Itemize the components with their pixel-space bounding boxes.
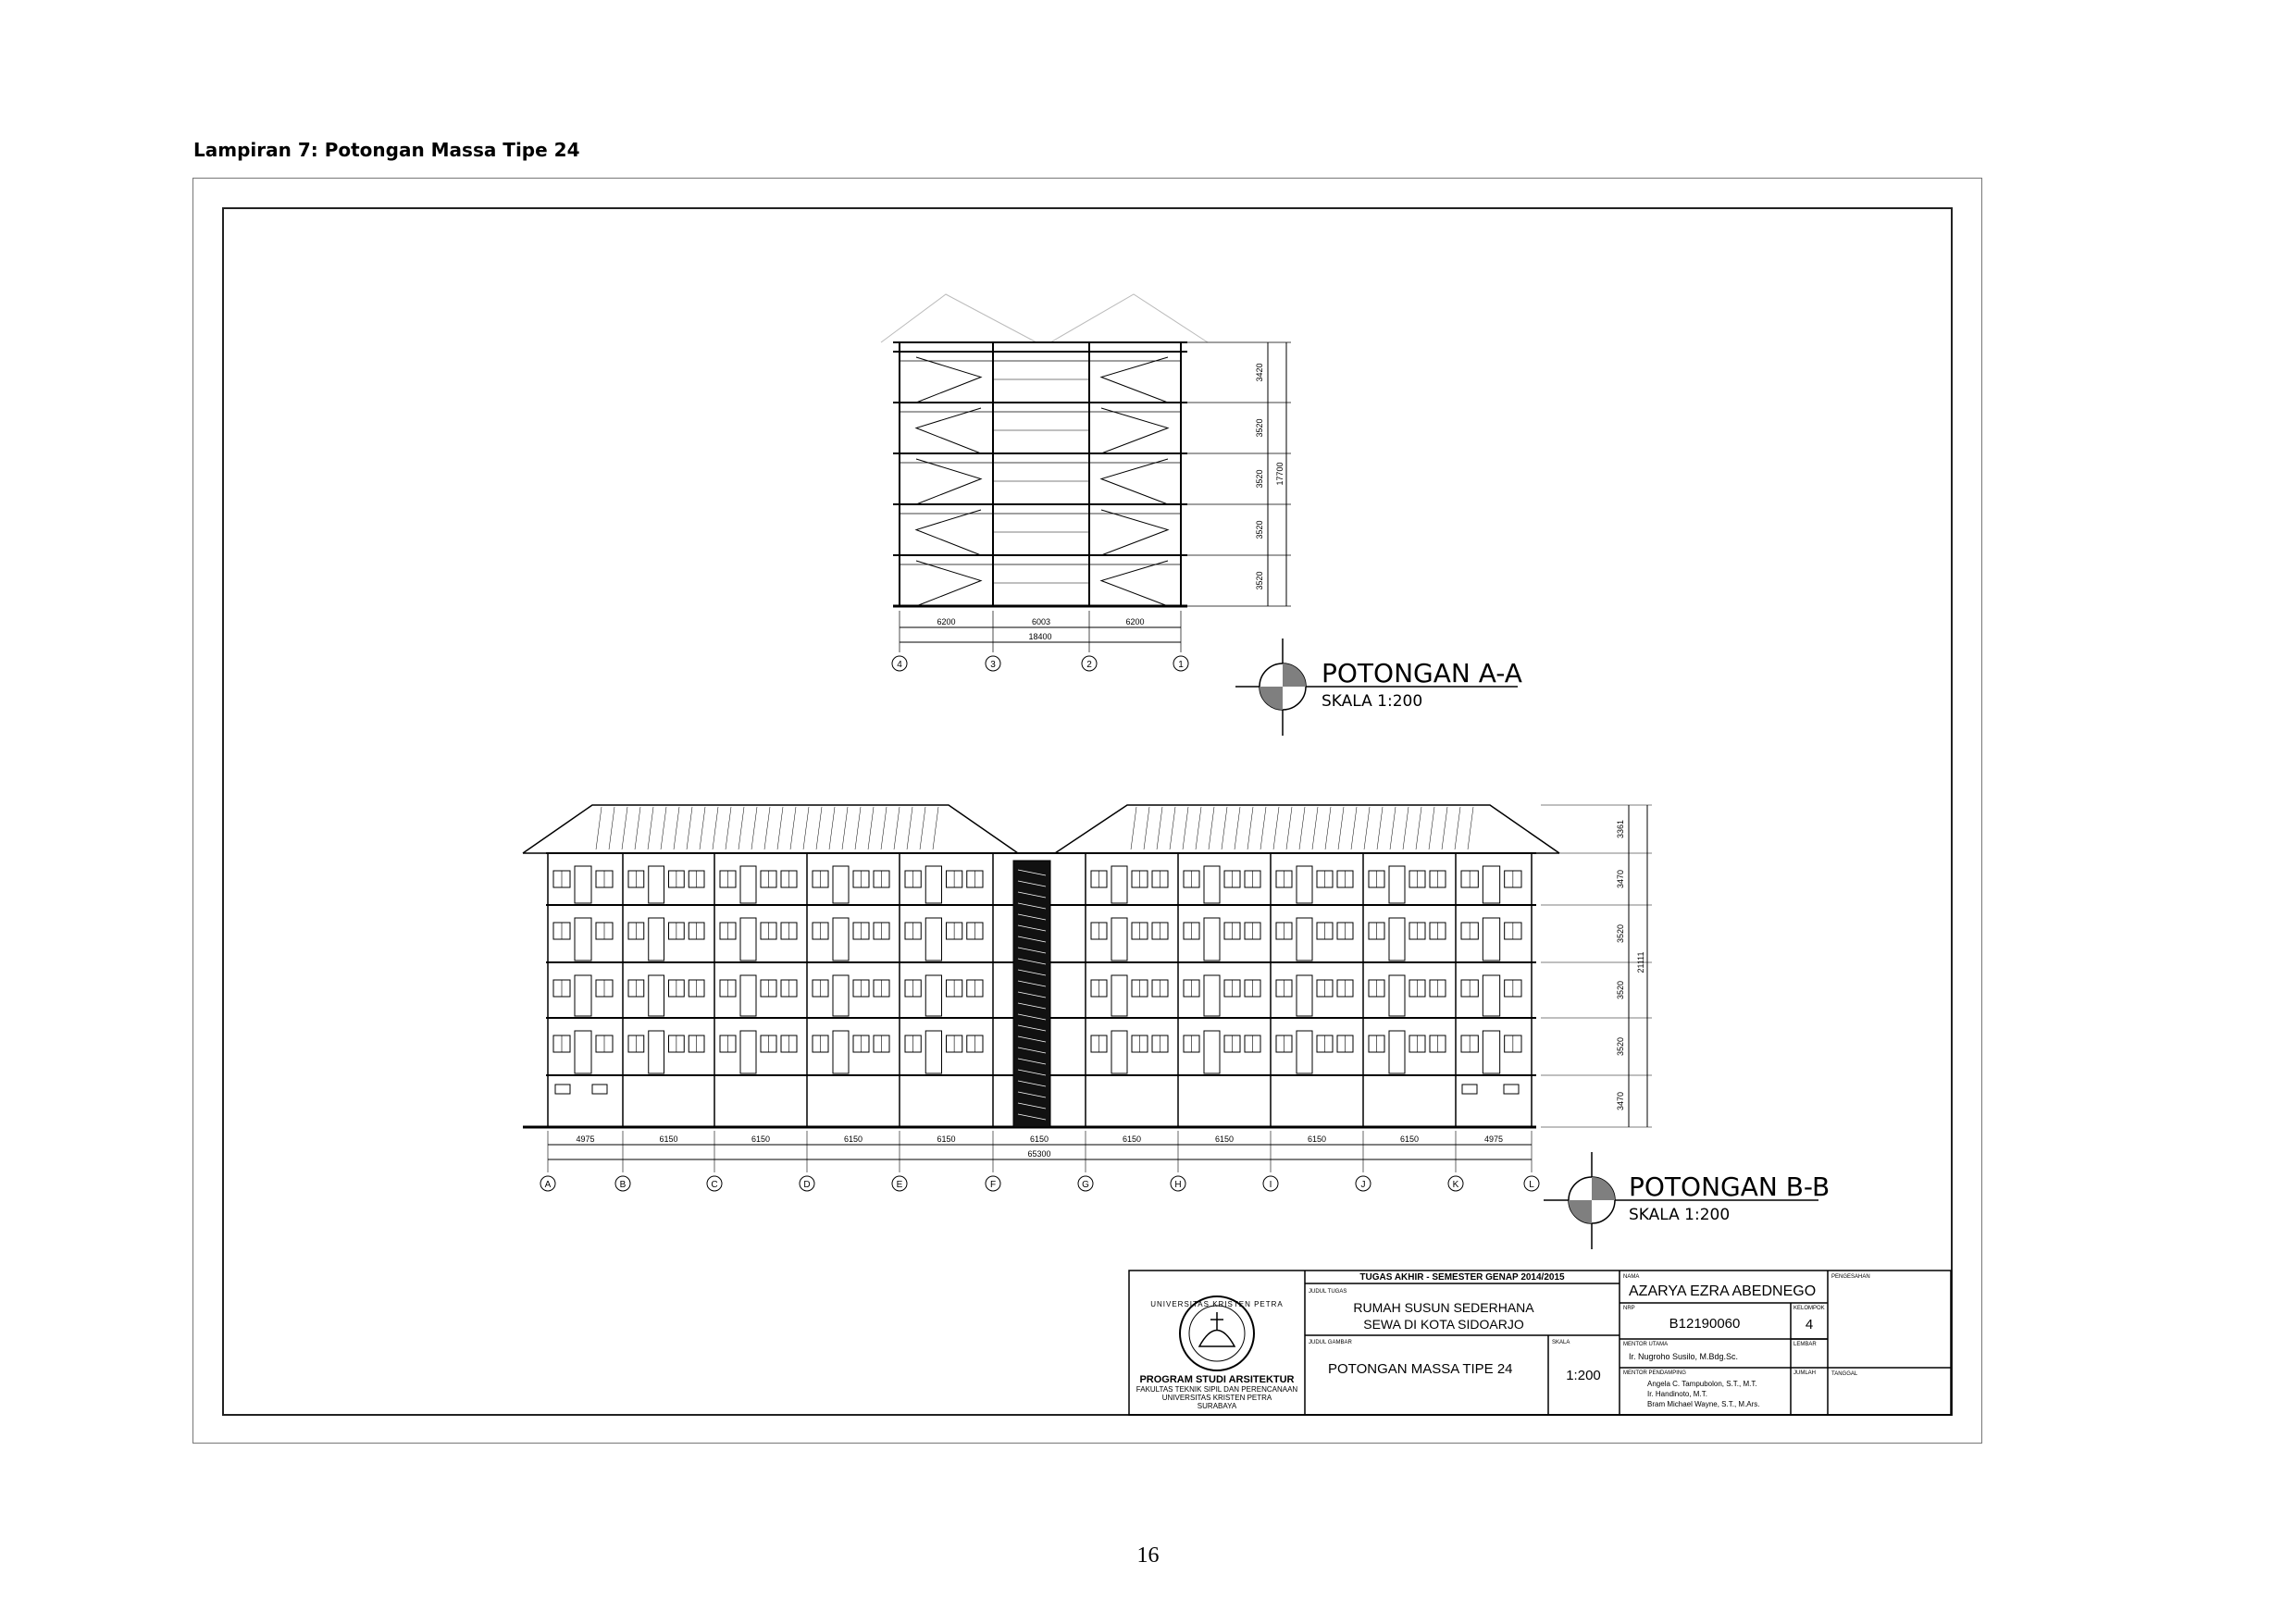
roof-rafter	[1351, 807, 1357, 849]
bay-dimension: 4975	[1483, 1134, 1504, 1144]
nrp-label: NRP	[1623, 1306, 1635, 1311]
section-a-a	[881, 294, 1291, 671]
grid-axis-label: 1	[1178, 660, 1184, 670]
bay-dimension: 6150	[751, 1134, 771, 1144]
door	[649, 918, 664, 961]
roof-rafter	[829, 807, 835, 849]
title-block-header: TUGAS AKHIR - SEMESTER GENAP 2014/2015	[1359, 1272, 1565, 1283]
door	[833, 1031, 849, 1073]
door	[575, 1031, 591, 1073]
stair-core	[1013, 861, 1050, 1127]
door	[1111, 866, 1127, 903]
roof-rafter	[1299, 807, 1305, 849]
door	[1297, 1031, 1312, 1073]
roof-rafter	[1429, 807, 1434, 849]
skala-label: SKALA	[1552, 1340, 1570, 1345]
roof-rafter	[1209, 807, 1214, 849]
right-stair-flight	[1101, 561, 1168, 606]
lembar-label: LEMBAR	[1793, 1342, 1817, 1347]
page-heading: Lampiran 7: Potongan Massa Tipe 24	[193, 139, 580, 161]
level-dimension: 3520	[1616, 980, 1625, 1000]
door	[1297, 918, 1312, 961]
grid-axis-label: G	[1082, 1180, 1089, 1190]
roof-rafter	[1157, 807, 1162, 849]
total-height-dimension: 17700	[1275, 462, 1285, 486]
bay-dimension: 6150	[1307, 1134, 1327, 1144]
left-stair-flight	[916, 357, 981, 403]
bay-dimension: 6150	[843, 1134, 863, 1144]
section-b-b-title: POTONGAN B-B	[1629, 1172, 1831, 1202]
level-dimension: 3361	[1616, 819, 1625, 839]
roof-rafter	[751, 807, 757, 849]
level-dimension: 3420	[1255, 363, 1264, 382]
total-height-dimension: 21111	[1636, 951, 1645, 973]
door	[1111, 1031, 1127, 1073]
roof-group	[523, 805, 1559, 853]
bay-dimension: 4975	[576, 1134, 595, 1144]
judul-gambar-label: JUDUL GAMBAR	[1309, 1340, 1352, 1345]
bay-dimension: 6200	[1125, 617, 1145, 626]
door	[1204, 866, 1220, 903]
roof-rafter	[1403, 807, 1409, 849]
judul-tugas-line: SEWA DI KOTA SIDOARJO	[1363, 1317, 1524, 1332]
page-number: 16	[1136, 1543, 1160, 1568]
roof-rafter	[648, 807, 653, 849]
roof-rafter	[622, 807, 627, 849]
kelompok-value: 4	[1805, 1317, 1814, 1333]
right-stair-flight	[1101, 459, 1168, 504]
door	[1483, 975, 1499, 1016]
door	[925, 918, 941, 961]
door	[1483, 918, 1499, 961]
roof-rafter	[777, 807, 783, 849]
roof-rafter	[596, 807, 602, 849]
door	[833, 975, 849, 1016]
bay-dimension: 6150	[1399, 1134, 1420, 1144]
kelompok-label: KELOMPOK	[1793, 1306, 1825, 1311]
door	[740, 866, 756, 903]
section-b-b	[523, 805, 1652, 1191]
grid-axis-label: C	[711, 1180, 718, 1190]
nrp-value: B12190060	[1669, 1316, 1741, 1332]
judul-tugas-label: JUDUL TUGAS	[1309, 1289, 1347, 1295]
mentor-pendamping-value: Angela C. Tampubolon, S.T., M.T.	[1647, 1380, 1757, 1388]
grid-axis-label: 2	[1086, 660, 1092, 670]
door	[1389, 866, 1405, 903]
door	[740, 918, 756, 961]
right-stair-flight	[1101, 357, 1168, 403]
left-stair-flight	[916, 510, 981, 555]
section-a-a-title: POTONGAN A-A	[1322, 658, 1522, 688]
window	[1462, 1085, 1477, 1094]
roof-rafter	[1325, 807, 1331, 849]
roof-rafter	[855, 807, 861, 849]
roof-rafter	[1222, 807, 1227, 849]
door	[1111, 975, 1127, 1016]
roof-left	[523, 805, 1018, 853]
total-dimension: 65300	[1027, 1149, 1051, 1159]
roof-rafter	[726, 807, 731, 849]
roof-rafter	[1442, 807, 1447, 849]
roof-rafter	[1455, 807, 1460, 849]
mentor-pendamping-label: MENTOR PENDAMPING	[1623, 1370, 1686, 1376]
judul-gambar: POTONGAN MASSA TIPE 24	[1328, 1361, 1513, 1377]
grid-axis-label: J	[1360, 1180, 1366, 1190]
roof-rafter	[1312, 807, 1318, 849]
door	[575, 866, 591, 903]
mentor-pendamping-value: Ir. Handinoto, M.T.	[1647, 1390, 1707, 1398]
left-stair-flight	[916, 561, 981, 606]
mentor-pendamping-value: Bram Michael Wayne, S.T., M.Ars.	[1647, 1400, 1760, 1408]
pengesahan-label: PENGESAHAN	[1831, 1274, 1870, 1280]
left-stair-flight	[916, 459, 981, 504]
roof-rafter	[687, 807, 692, 849]
door	[1297, 975, 1312, 1016]
roof-rafter	[1196, 807, 1201, 849]
door	[649, 866, 664, 903]
door	[1389, 918, 1405, 961]
level-dimension: 3470	[1616, 869, 1625, 889]
mentor-utama-value: Ir. Nugroho Susilo, M.Bdg.Sc.	[1629, 1352, 1739, 1361]
roof-rafter	[700, 807, 705, 849]
roof-rafter	[816, 807, 822, 849]
mentor-utama-label: MENTOR UTAMA	[1623, 1342, 1669, 1347]
section-b-b-scale: SKALA 1:200	[1629, 1206, 1731, 1224]
door	[925, 1031, 941, 1073]
bay-dimension: 6150	[1122, 1134, 1142, 1144]
roof-rafter	[868, 807, 874, 849]
roof-rafter	[738, 807, 744, 849]
door	[575, 975, 591, 1016]
bay-dimension: 6150	[1214, 1134, 1235, 1144]
grid-axis-label: A	[544, 1180, 552, 1190]
roof-rafter	[933, 807, 938, 849]
door	[649, 1031, 664, 1073]
roof-rafter	[1338, 807, 1344, 849]
grid-axis-label: I	[1269, 1180, 1272, 1190]
level-dimension: 3470	[1616, 1091, 1625, 1111]
roof-rafter	[1183, 807, 1188, 849]
left-stair-flight	[916, 408, 981, 453]
grid-axis-label: D	[803, 1180, 811, 1190]
grid-axis-label: E	[896, 1180, 903, 1190]
bay-dimension: 6150	[659, 1134, 678, 1144]
level-dimension: 3520	[1255, 520, 1264, 539]
door	[925, 975, 941, 1016]
level-dimension: 3520	[1255, 571, 1264, 590]
roof-rafter	[907, 807, 912, 849]
grid-axis-label: F	[989, 1180, 997, 1190]
section-b-b-label	[1544, 1152, 1830, 1249]
door	[1111, 918, 1127, 961]
roof-rafter	[661, 807, 666, 849]
door	[1483, 866, 1499, 903]
door	[1297, 866, 1312, 903]
school-line: PROGRAM STUDI ARSITEKTUR	[1139, 1374, 1295, 1385]
roof-rafter	[1468, 807, 1473, 849]
roof-rafter	[764, 807, 770, 849]
bay-dimension: 6150	[1029, 1134, 1049, 1144]
roof-rafter	[881, 807, 887, 849]
grid-axis-label: 4	[897, 660, 902, 670]
window	[592, 1085, 607, 1094]
roof-rafter	[1144, 807, 1149, 849]
roof-rafter	[674, 807, 679, 849]
section-a-a-scale: SKALA 1:200	[1322, 692, 1423, 711]
nama-label: NAMA	[1623, 1274, 1640, 1280]
right-stair-flight	[1101, 408, 1168, 453]
roof-rafter	[1416, 807, 1421, 849]
roof-rafter	[1131, 807, 1136, 849]
roof-rafter	[713, 807, 718, 849]
bay-dimension: 6150	[937, 1134, 956, 1144]
level-dimension: 3520	[1255, 469, 1264, 489]
level-dimension: 3520	[1616, 924, 1625, 944]
nama-value: AZARYA EZRA ABEDNEGO	[1629, 1283, 1817, 1299]
roof-outline	[881, 294, 1208, 342]
bay-dimension: 6003	[1031, 617, 1051, 626]
door	[1204, 975, 1220, 1016]
roof-rafter	[920, 807, 925, 849]
title-block-text	[1136, 1272, 1870, 1410]
jumlah-label: JUMLAH	[1793, 1370, 1817, 1376]
roof-rafter	[1235, 807, 1240, 849]
door	[1204, 918, 1220, 961]
window	[555, 1085, 570, 1094]
window	[1504, 1085, 1519, 1094]
stair-group	[916, 357, 1168, 606]
door	[1204, 1031, 1220, 1073]
roof-rafter	[1170, 807, 1175, 849]
door	[833, 866, 849, 903]
roof-rafter	[1390, 807, 1396, 849]
roof-rafter	[803, 807, 809, 849]
door	[575, 918, 591, 961]
grid-axis-label: H	[1174, 1180, 1182, 1190]
door	[1389, 1031, 1405, 1073]
logo-text: UNIVERSITAS KRISTEN PETRA	[1150, 1300, 1284, 1308]
roof-rafter	[842, 807, 848, 849]
roof-right	[1055, 805, 1559, 853]
school-line: UNIVERSITAS KRISTEN PETRA	[1161, 1394, 1272, 1402]
school-line: FAKULTAS TEKNIK SIPIL DAN PERENCANAAN	[1136, 1385, 1298, 1394]
door	[740, 975, 756, 1016]
skala-value: 1:200	[1566, 1368, 1601, 1383]
door	[1389, 975, 1405, 1016]
door	[1483, 1031, 1499, 1073]
grid-axis-label: 3	[990, 660, 996, 670]
roof-rafter	[1377, 807, 1383, 849]
right-stair-flight	[1101, 510, 1168, 555]
level-dimension: 3520	[1616, 1036, 1625, 1057]
roof-rafter	[1286, 807, 1292, 849]
level-dimension: 3520	[1255, 418, 1264, 438]
door	[649, 975, 664, 1016]
school-line: SURABAYA	[1197, 1402, 1237, 1410]
roof-rafter	[1247, 807, 1253, 849]
grid-axis-label: K	[1452, 1180, 1459, 1190]
roof-rafter	[609, 807, 614, 849]
roof-rafter	[894, 807, 900, 849]
roof-rafter	[1364, 807, 1370, 849]
roof-rafter	[1260, 807, 1266, 849]
door	[833, 918, 849, 961]
roof-rafter	[1273, 807, 1279, 849]
section-a-a-label	[1235, 638, 1522, 736]
total-dimension: 18400	[1028, 632, 1052, 641]
roof-rafter	[635, 807, 640, 849]
door	[740, 1031, 756, 1073]
door	[925, 866, 941, 903]
tanggal-label: TANGGAL	[1831, 1371, 1858, 1377]
judul-tugas-line: RUMAH SUSUN SEDERHANA	[1353, 1300, 1534, 1315]
grid-axis-label: B	[619, 1180, 627, 1190]
roof-rafter	[790, 807, 796, 849]
grid-axis-label: L	[1529, 1180, 1534, 1190]
bay-dimension: 6200	[937, 617, 956, 626]
